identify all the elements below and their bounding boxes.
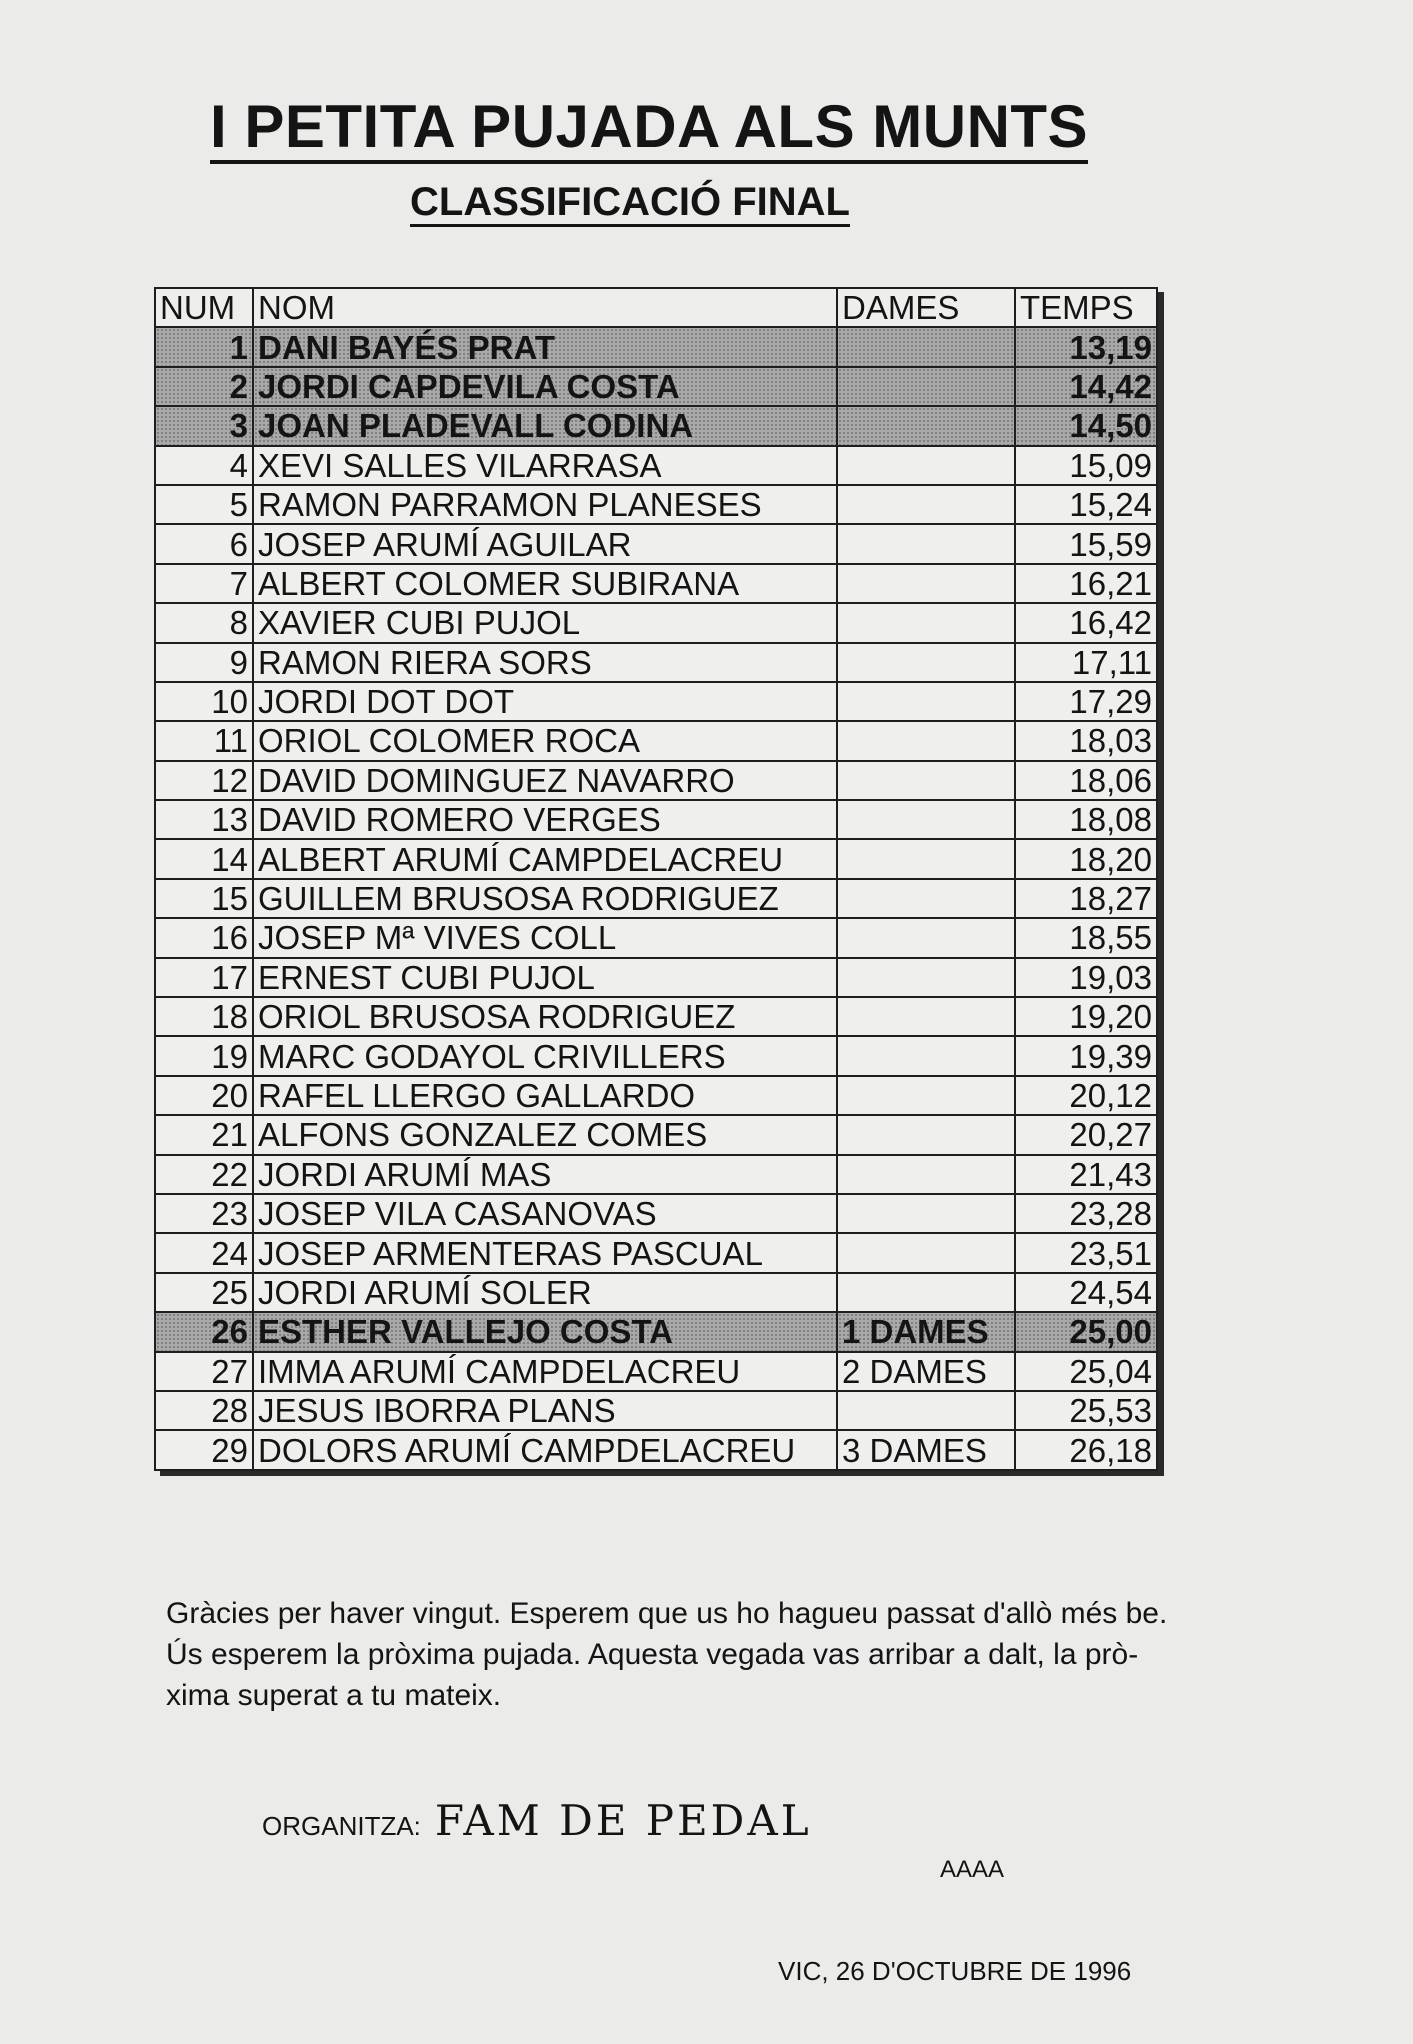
- thanks-line-1: Gràcies per haver vingut. Esperem que us ho hagueu passat d'allò més be.: [166, 1597, 1168, 1630]
- cell-dames: [837, 682, 1015, 721]
- table-row: [155, 524, 1157, 563]
- cell-nom: ORIOL BRUSOSA RODRIGUEZ: [253, 997, 837, 1036]
- cell-num: 1: [155, 327, 253, 366]
- cell-num: 23: [155, 1194, 253, 1233]
- cell-temps: 15,24: [1015, 485, 1157, 524]
- cell-num: 29: [155, 1430, 253, 1469]
- cell-temps: 16,21: [1015, 564, 1157, 603]
- cell-num: 3: [155, 406, 253, 445]
- cell-nom: ALBERT COLOMER SUBIRANA: [253, 564, 837, 603]
- cell-temps: 23,51: [1015, 1233, 1157, 1272]
- cell-nom: ALFONS GONZALEZ COMES: [253, 1115, 837, 1154]
- table-row: [155, 643, 1157, 682]
- cell-dames: [837, 761, 1015, 800]
- cell-num: 14: [155, 839, 253, 878]
- cell-temps: 24,54: [1015, 1273, 1157, 1312]
- title-text: I PETITA PUJADA ALS MUNTS: [210, 93, 1088, 164]
- cell-num: 21: [155, 1115, 253, 1154]
- cell-num: 20: [155, 1076, 253, 1115]
- table-row: [155, 1312, 1157, 1351]
- table-row: [155, 1430, 1157, 1469]
- cell-num: 24: [155, 1233, 253, 1272]
- header-temps: TEMPS: [1015, 288, 1157, 327]
- cell-temps: 23,28: [1015, 1194, 1157, 1233]
- cell-nom: DAVID ROMERO VERGES: [253, 800, 837, 839]
- table-row: [155, 1115, 1157, 1154]
- cell-dames: [837, 603, 1015, 642]
- cell-dames: [837, 446, 1015, 485]
- header-num: NUM: [155, 288, 253, 327]
- cell-temps: 19,03: [1015, 958, 1157, 997]
- cell-nom: JOSEP ARMENTERAS PASCUAL: [253, 1233, 837, 1272]
- cell-temps: 13,19: [1015, 327, 1157, 366]
- table-row: [155, 1233, 1157, 1272]
- cell-dames: [837, 958, 1015, 997]
- cell-num: 15: [155, 879, 253, 918]
- cell-num: 2: [155, 367, 253, 406]
- cell-nom: DANI BAYÉS PRAT: [253, 327, 837, 366]
- table-row: [155, 761, 1157, 800]
- cell-num: 17: [155, 958, 253, 997]
- thanks-message: [166, 1593, 1306, 1716]
- cell-temps: 18,20: [1015, 839, 1157, 878]
- results-table: [154, 287, 1158, 1471]
- cell-nom: JESUS IBORRA PLANS: [253, 1391, 837, 1430]
- cell-num: 16: [155, 918, 253, 957]
- table-row: [155, 327, 1157, 366]
- table-row: [155, 1194, 1157, 1233]
- cell-dames: [837, 997, 1015, 1036]
- cell-nom: GUILLEM BRUSOSA RODRIGUEZ: [253, 879, 837, 918]
- cell-temps: 17,29: [1015, 682, 1157, 721]
- table-row: [155, 839, 1157, 878]
- cell-dames: [837, 367, 1015, 406]
- table-row: [155, 446, 1157, 485]
- organizer-name: FAM DE PEDAL: [434, 1796, 812, 1845]
- cell-temps: 14,42: [1015, 367, 1157, 406]
- cell-num: 6: [155, 524, 253, 563]
- cell-num: 8: [155, 603, 253, 642]
- cell-dames: [837, 918, 1015, 957]
- cell-num: 4: [155, 446, 253, 485]
- table-row: [155, 603, 1157, 642]
- cell-nom: RAMON PARRAMON PLANESES: [253, 485, 837, 524]
- table-row: [155, 721, 1157, 760]
- cell-num: 11: [155, 721, 253, 760]
- cell-temps: 18,27: [1015, 879, 1157, 918]
- cell-temps: 16,42: [1015, 603, 1157, 642]
- cell-num: 25: [155, 1273, 253, 1312]
- cell-temps: 17,11: [1015, 643, 1157, 682]
- cell-dames: [837, 564, 1015, 603]
- table-row: [155, 1352, 1157, 1391]
- cell-nom: JOAN PLADEVALL CODINA: [253, 406, 837, 445]
- cell-num: 26: [155, 1312, 253, 1351]
- thanks-line-2: Ús esperem la pròxima pujada. Aquesta vegada vas arribar a dalt, la prò-: [166, 1638, 1139, 1671]
- cell-nom: ESTHER VALLEJO COSTA: [253, 1312, 837, 1351]
- cell-nom: JORDI DOT DOT: [253, 682, 837, 721]
- cell-temps: 20,12: [1015, 1076, 1157, 1115]
- header-nom: NOM: [253, 288, 837, 327]
- cell-nom: MARC GODAYOL CRIVILLERS: [253, 1036, 837, 1075]
- cell-dames: [837, 800, 1015, 839]
- table-row: [155, 406, 1157, 445]
- cell-nom: DAVID DOMINGUEZ NAVARRO: [253, 761, 837, 800]
- table-header-row: [155, 288, 1157, 327]
- cell-dames: [837, 1391, 1015, 1430]
- cell-temps: 18,03: [1015, 721, 1157, 760]
- cell-temps: 19,20: [1015, 997, 1157, 1036]
- cell-num: 10: [155, 682, 253, 721]
- cell-dames: 1 DAMES: [837, 1312, 1015, 1351]
- cell-nom: IMMA ARUMÍ CAMPDELACREU: [253, 1352, 837, 1391]
- table-row: [155, 367, 1157, 406]
- cell-dames: [837, 1273, 1015, 1312]
- cell-temps: 26,18: [1015, 1430, 1157, 1469]
- cell-dames: [837, 1155, 1015, 1194]
- table-row: [155, 1076, 1157, 1115]
- thanks-line-3: xima superat a tu mateix.: [166, 1679, 502, 1712]
- cell-num: 9: [155, 643, 253, 682]
- cell-nom: JORDI CAPDEVILA COSTA: [253, 367, 837, 406]
- cell-num: 7: [155, 564, 253, 603]
- cell-temps: 18,06: [1015, 761, 1157, 800]
- cell-num: 18: [155, 997, 253, 1036]
- cell-dames: [837, 524, 1015, 563]
- page-subtitle: [410, 178, 850, 226]
- cell-nom: JOSEP Mª VIVES COLL: [253, 918, 837, 957]
- cell-dames: [837, 1115, 1015, 1154]
- table-row: [155, 1391, 1157, 1430]
- table-row: [155, 958, 1157, 997]
- cell-num: 19: [155, 1036, 253, 1075]
- cell-nom: JOSEP ARUMÍ AGUILAR: [253, 524, 837, 563]
- place-date: VIC, 26 D'OCTUBRE DE 1996: [778, 1956, 1132, 1986]
- cell-temps: 15,09: [1015, 446, 1157, 485]
- cell-nom: RAFEL LLERGO GALLARDO: [253, 1076, 837, 1115]
- table-row: [155, 1036, 1157, 1075]
- cell-temps: 25,04: [1015, 1352, 1157, 1391]
- cell-dames: [837, 406, 1015, 445]
- cell-dames: [837, 721, 1015, 760]
- cell-nom: JOSEP VILA CASANOVAS: [253, 1194, 837, 1233]
- cell-temps: 21,43: [1015, 1155, 1157, 1194]
- cell-temps: 20,27: [1015, 1115, 1157, 1154]
- cell-dames: 3 DAMES: [837, 1430, 1015, 1469]
- cell-dames: [837, 1076, 1015, 1115]
- cell-num: 13: [155, 800, 253, 839]
- table-row: [155, 682, 1157, 721]
- cell-nom: XEVI SALLES VILARRASA: [253, 446, 837, 485]
- page-title: [210, 92, 1110, 162]
- cell-dames: [837, 1194, 1015, 1233]
- header-dames: DAMES: [837, 288, 1015, 327]
- cell-temps: 25,53: [1015, 1391, 1157, 1430]
- cell-temps: 14,50: [1015, 406, 1157, 445]
- cell-dames: [837, 327, 1015, 366]
- cell-nom: ORIOL COLOMER ROCA: [253, 721, 837, 760]
- cell-num: 28: [155, 1391, 253, 1430]
- cell-nom: ERNEST CUBI PUJOL: [253, 958, 837, 997]
- table-row: [155, 879, 1157, 918]
- table-row: [155, 1273, 1157, 1312]
- cell-num: 5: [155, 485, 253, 524]
- cell-temps: 25,00: [1015, 1312, 1157, 1351]
- cell-dames: [837, 839, 1015, 878]
- subtitle-text: CLASSIFICACIÓ FINAL: [410, 180, 850, 227]
- cell-temps: 15,59: [1015, 524, 1157, 563]
- cell-num: 22: [155, 1155, 253, 1194]
- table-row: [155, 564, 1157, 603]
- table-row: [155, 997, 1157, 1036]
- organizer-label: ORGANITZA:: [262, 1811, 421, 1841]
- cell-dames: [837, 1233, 1015, 1272]
- table-row: [155, 485, 1157, 524]
- cell-nom: DOLORS ARUMÍ CAMPDELACREU: [253, 1430, 837, 1469]
- cell-dames: [837, 879, 1015, 918]
- organizer-block: [262, 1796, 812, 1845]
- cell-nom: ALBERT ARUMÍ CAMPDELACREU: [253, 839, 837, 878]
- cell-nom: RAMON RIERA SORS: [253, 643, 837, 682]
- cell-num: 12: [155, 761, 253, 800]
- cell-dames: [837, 1036, 1015, 1075]
- table-row: [155, 918, 1157, 957]
- cell-dames: 2 DAMES: [837, 1352, 1015, 1391]
- cell-temps: 18,08: [1015, 800, 1157, 839]
- cell-dames: [837, 485, 1015, 524]
- cell-dames: [837, 643, 1015, 682]
- cell-num: 27: [155, 1352, 253, 1391]
- cell-nom: XAVIER CUBI PUJOL: [253, 603, 837, 642]
- initials: AAAA: [940, 1856, 1005, 1883]
- cell-nom: JORDI ARUMÍ SOLER: [253, 1273, 837, 1312]
- cell-nom: JORDI ARUMÍ MAS: [253, 1155, 837, 1194]
- results-body: [155, 327, 1157, 1469]
- table-row: [155, 800, 1157, 839]
- table-row: [155, 1155, 1157, 1194]
- cell-temps: 18,55: [1015, 918, 1157, 957]
- cell-temps: 19,39: [1015, 1036, 1157, 1075]
